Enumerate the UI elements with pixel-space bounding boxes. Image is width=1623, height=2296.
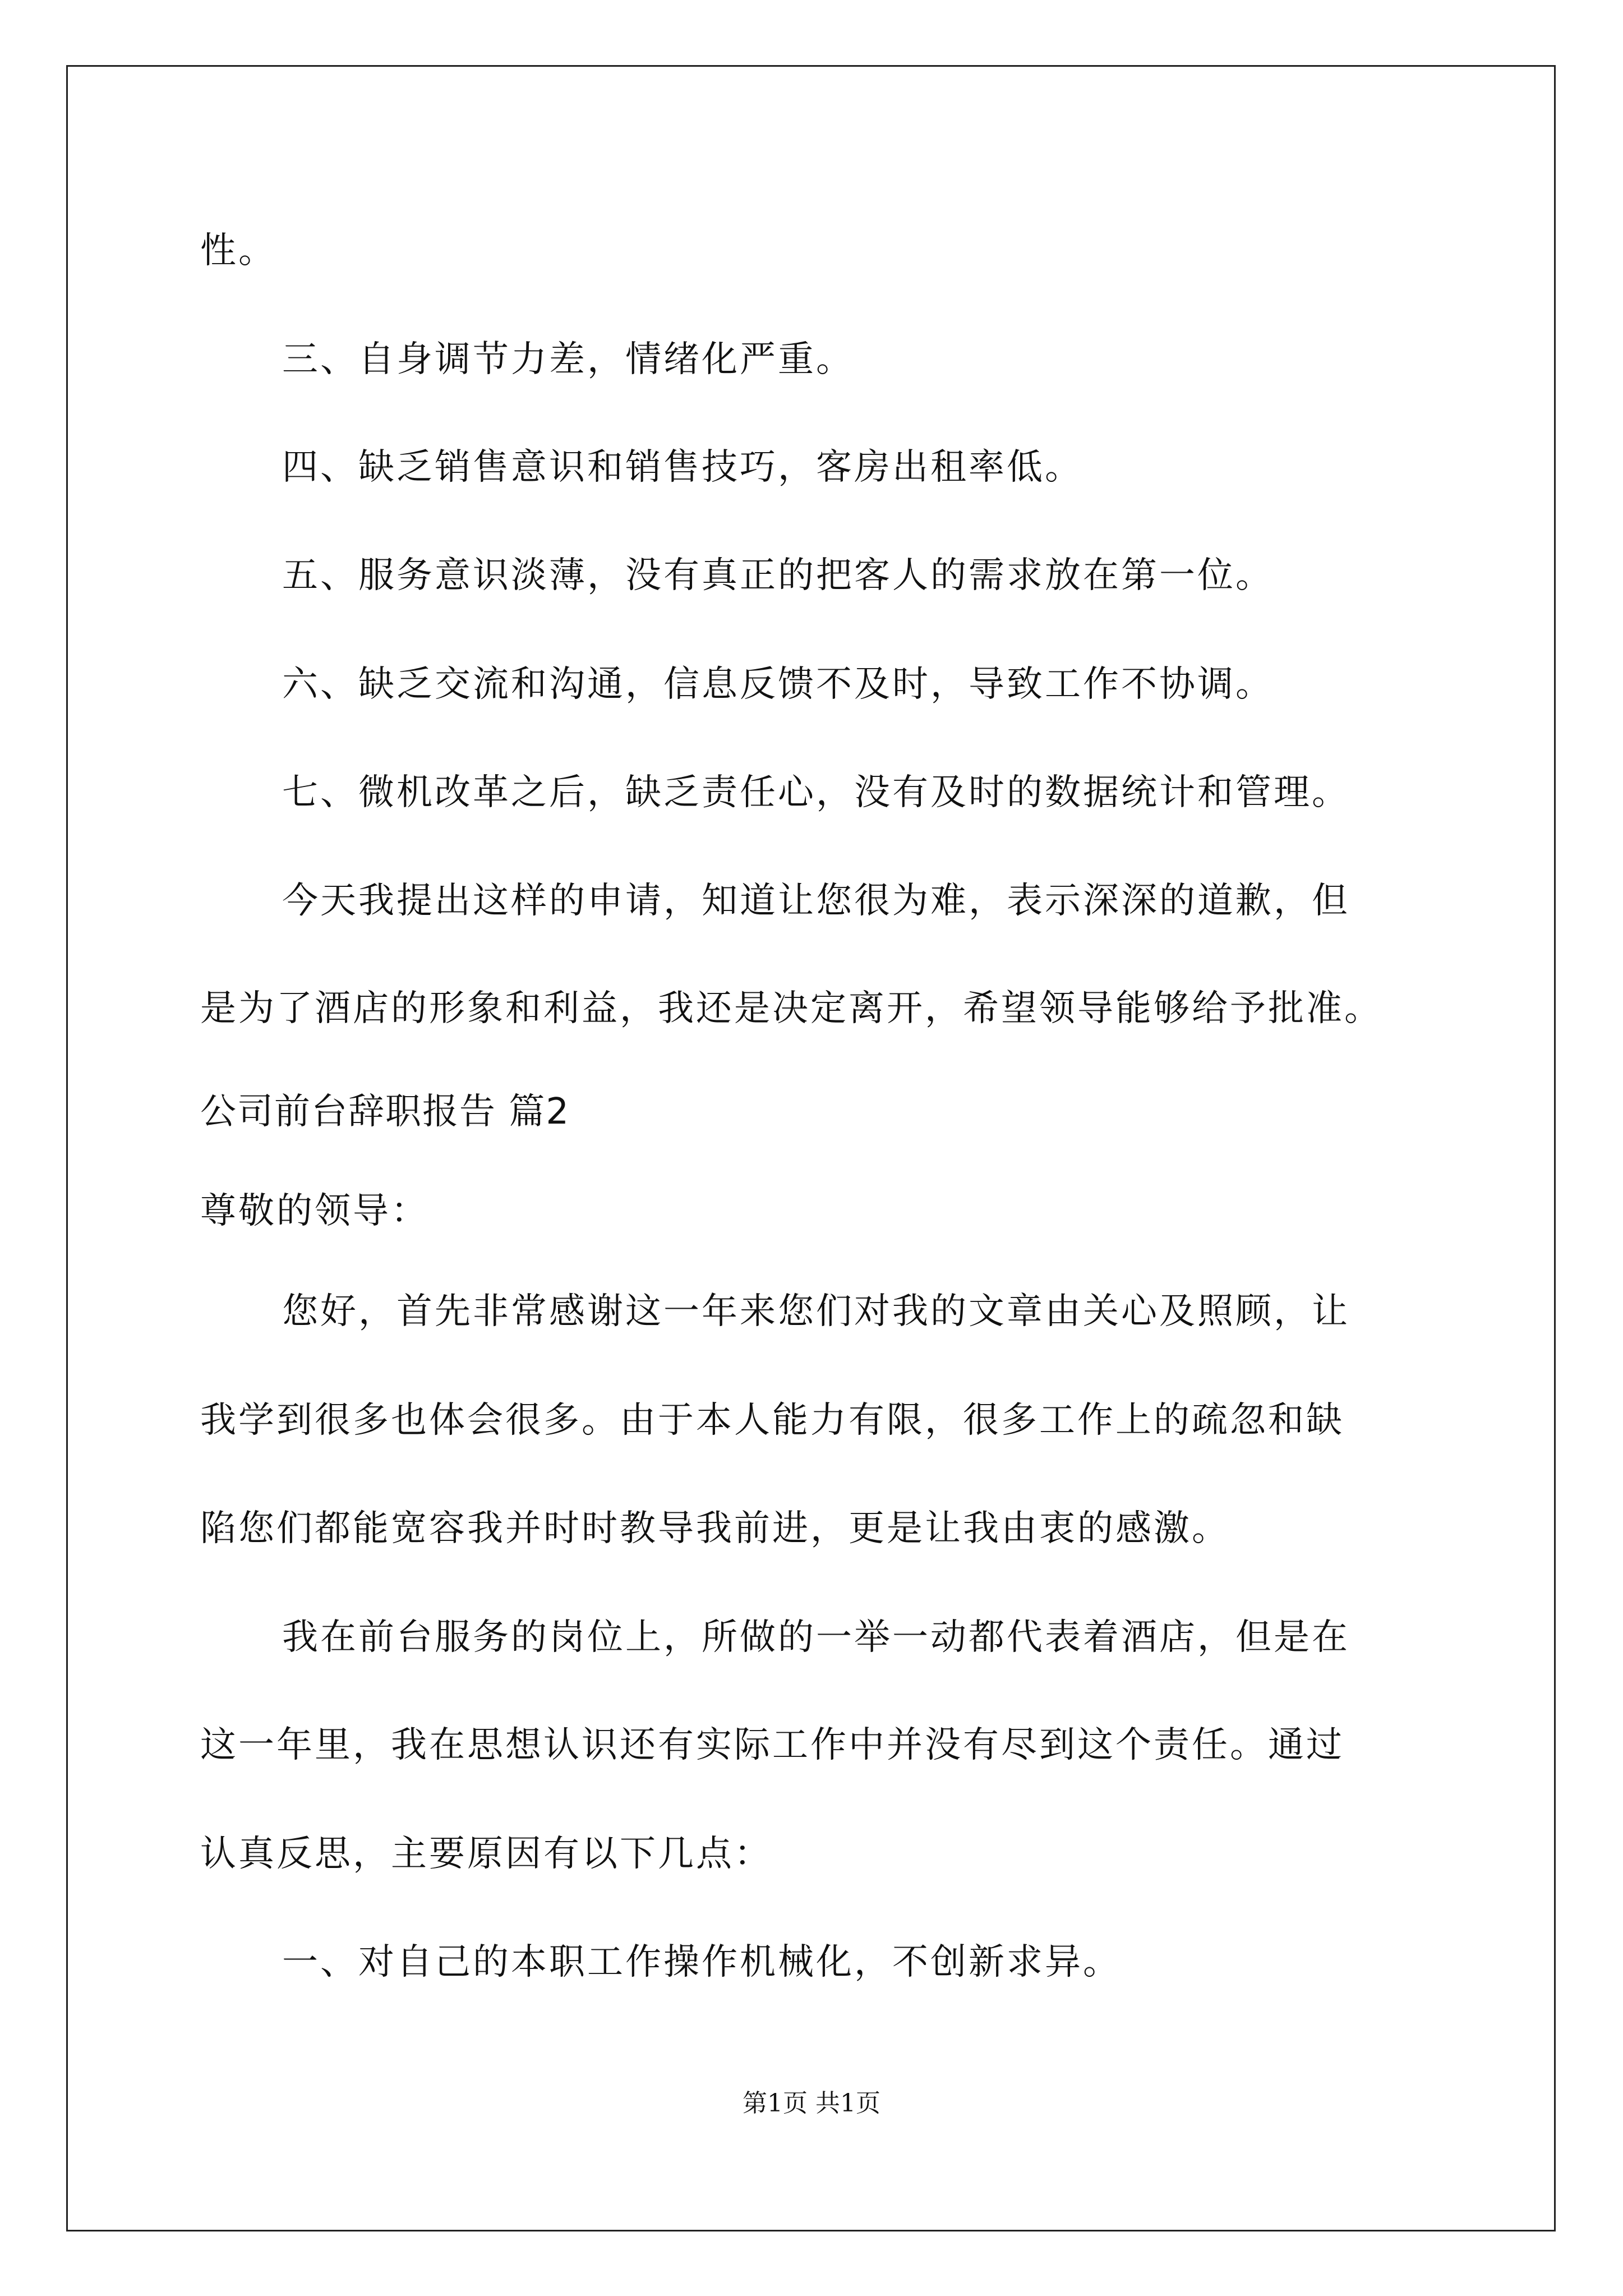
paragraph-line: 陷您们都能宽容我并时时教导我前进，更是让我由衷的感激。 [200,1508,1230,1549]
text-line: 性。 [200,230,276,272]
list-item: 七、微机改革之后，缺乏责任心，没有及时的数据统计和管理。 [282,772,1350,813]
salutation: 尊敬的领导： [200,1190,429,1232]
paragraph-line: 我在前台服务的岗位上，所做的一举一动都代表着酒店，但是在 [282,1617,1350,1658]
list-item: 三、自身调节力差，情绪化严重。 [282,339,854,380]
page-footer: 第1页 共1页 [743,2089,880,2118]
page-border [66,65,1556,2231]
paragraph-line: 是为了酒店的形象和利益，我还是决定离开，希望领导能够给予批准。 [200,988,1382,1029]
list-item: 五、服务意识淡薄，没有真正的把客人的需求放在第一位。 [282,555,1274,596]
paragraph-line: 我学到很多也体会很多。由于本人能力有限，很多工作上的疏忽和缺 [200,1400,1344,1441]
list-item: 六、缺乏交流和沟通，信息反馈不及时，导致工作不协调。 [282,664,1274,705]
paragraph-line: 这一年里，我在思想认识还有实际工作中并没有尽到这个责任。通过 [200,1724,1344,1766]
list-item: 一、对自己的本职工作操作机械化，不创新求异。 [282,1941,1121,1983]
list-item: 四、缺乏销售意识和销售技巧，客房出租率低。 [282,447,1083,488]
paragraph-line: 今天我提出这样的申请，知道让您很为难，表示深深的道歉，但 [282,880,1350,922]
paragraph-line: 认真反思，主要原因有以下几点： [200,1833,772,1875]
section-heading: 公司前台辞职报告 篇2 [200,1091,570,1133]
paragraph-line: 您好，首先非常感谢这一年来您们对我的文章由关心及照顾，让 [282,1291,1350,1332]
